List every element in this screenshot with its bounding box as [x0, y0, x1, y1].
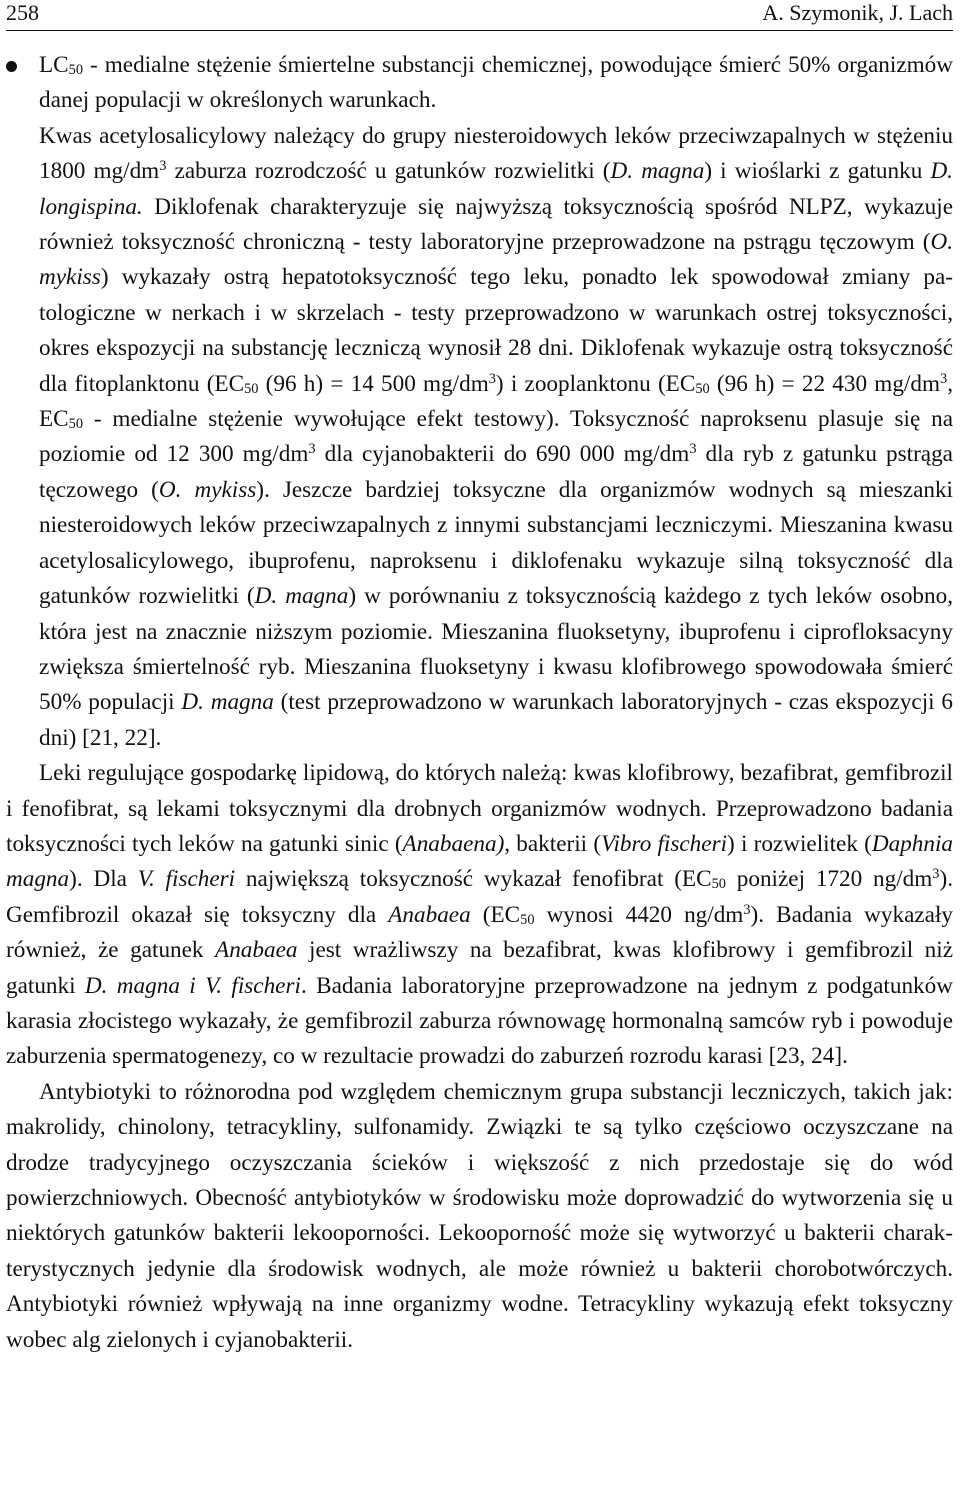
definition-text: $LC_{50}$ - medialne stężenie śmiertelne substancji chemicznej, powodujące śmierć 50% organizmów danej populacji w określonych warunkach. [39, 52, 953, 114]
document-page [6, 0, 953, 1353]
bullet-icon [6, 61, 17, 72]
paragraph-antibiotics: Antybiotyki to różnorodna pod względem chemicznym grupa substancji leczniczych, takich jak: makrolidy, chinolony, tetracykliny, sulfonamidy. Związki te są tylko częściowo oczyszczane na drodze tradycyjnego oczyszczania ścieków i większość z nich przedostaje się do wód powierzchniowych. Obecność antybiotyków w środowisku może doprowadzić do wytworzenia się u niektórych gatunków bakterii lekooporności. Lekooporność może się wytworzyć u bakterii charakterystycznych jedynie dla środowisk wodnych, ale może również u bakterii chorobotwórczych. Antybiotyki również wpływają na inne organizmy wodne. Tetracykliny wykazują efekt toksyczny wobec alg zielonych i cyjanobakterii. [6, 1078, 953, 1353]
paragraph-nsaid-toxicity: Kwas acetylosalicylowy należący do grupy niesteroidowych leków przeciwzapalnych w stężeniu 1800 $mg/dm^3$ zaburza rozrodczość u gatunków rozwielitki (D. magna) i wioślarki z gatunku D. longispina. Diklofenak charakteryzuje się najwyższą toksycznością spośród NLPZ, wykazuje również toksyczność chroniczną - testy laboratoryjne przeprowadzone na pstrągu tęczowym (O. mykiss) wykazały ostrą hepatotoksyczność tego leku, ponadto lek spowodował zmiany patologiczne w nerkach i w skrzelach - testy przeprowadzono w warunkach ostrej toksyczności, okres ekspozycji na substancję leczniczą wynosił 28 dni. Diklofenak wykazuje ostrą toksyczność dla fitoplanktonu ($EC_{50}$ (96 h) = 14 500 $mg/dm^3$) i zooplanktonu ($EC_{50}$ (96 h) = 22 430 $mg/dm^3$, $EC_{50}$ - medialne stężenie wywołujące efekt testowy). Toksyczność naproksenu plasuje się na poziomie od 12 300 $mg/dm^3$ dla cyjanobakterii do 690 000 $mg/dm^3$ dla ryb z gatunku pstrąga tęczowego (O. mykiss). Jeszcze bardziej toksyczne dla organizmów wodnych są mieszanki niesteroidowych leków przeciwzapalnych z innymi substancjami leczniczymi. Mieszanina kwasu acetylosalicylowego, ibuprofenu, naproksenu i diklofenaku wykazuje silną toksyczność dla gatunków rozwielitki (D. magna) w porównaniu z toksycznością każdego z tych leków osobno, która jest na znacznie niższym poziomie. Mieszanina fluoksetyny, ibuprofenu i ciprofloksacyny zwiększa śmiertelność ryb. Mieszanina fluoksetyny i kwasu klofibrowego spowodowała śmierć 50% populacji D. magna (test przeprowadzono w warunkach laboratoryjnych - czas ekspozycji 6 dni) [21, 22]. [39, 122, 953, 751]
body-text [6, 48, 953, 1358]
page-header [6, 0, 953, 30]
page-number: 258 [6, 0, 39, 25]
paragraph-lipid-drugs: Leki regulujące gospodarkę lipidową, do których należą: kwas klofibrowy, bezafibrat, gemfibrozil i fenofibrat, są lekami toksycznymi dla drobnych organizmów wodnych. Przeprowadzono badania toksyczności tych leków na gatunki sinic (Anabaena), bakterii (Vibro fischeri) i rozwielitek (Daphnia magna). Dla V. fischeri największą toksyczność wykazał fenofibrat ($EC_{50}$ poniżej 1720 $ng/dm^3$). Gemfibrozil okazał się toksyczny dla Anabaea ($EC_{50}$ wynosi 4420 $ng/dm^3$). Badania wykazały również, że gatunek Anabaea jest wrażliwszy na bezafibrat, kwas klofibrowy i gemfibrozil niż gatunki D. magna i V. fischeri. Badania laboratoryjne przeprowadzone na jednym z podgatunków karasia złocistego wykazały, że gemfibrozil zaburza równowagę hormonalną samców ryb i powoduje zaburzenia spermatogenezy, co w rezultacie prowadzi do zaburzeń rozrodu karasi [23, 24]. [6, 760, 953, 1070]
definition-item [6, 48, 953, 756]
header-rule [6, 30, 953, 31]
running-head-authors: A. Szymonik, J. Lach [762, 0, 953, 25]
